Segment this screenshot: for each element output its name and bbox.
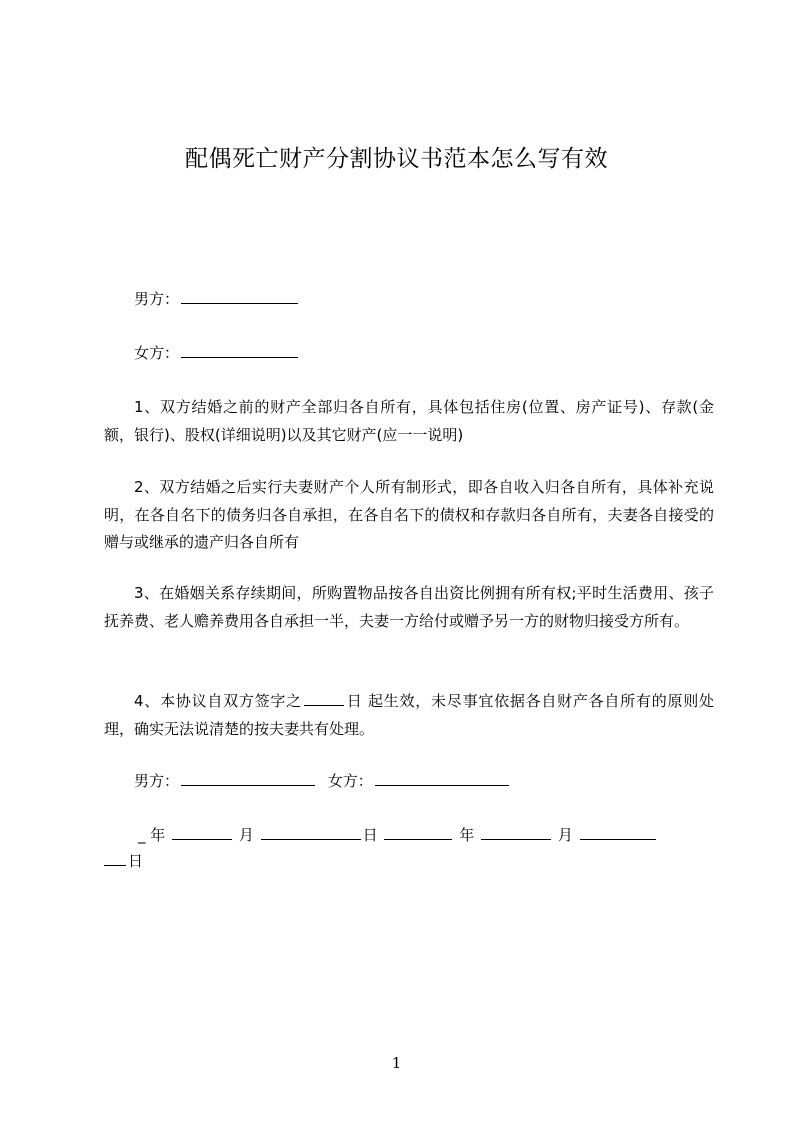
- date-day-label-2: 日: [128, 852, 144, 870]
- signature-male-label: 男方：: [134, 772, 180, 790]
- effective-day-blank[interactable]: [304, 689, 344, 706]
- date-line-1: [104, 822, 748, 849]
- date-year-label-1: 年: [150, 826, 166, 844]
- clause-2: 2、双方结婚之后实行夫妻财产个人所有制形式，即各自收入归各自所有，具体补充说明，在各自名下的债务归各自承担，在各自名下的债权和存款归各自所有，夫妻各自接受的赠与或继承的遗产归各自所有: [104, 478, 714, 551]
- female-party-label: 女方：: [134, 344, 180, 362]
- date-month-blank-2[interactable]: [481, 823, 551, 840]
- date-day-blank-2b[interactable]: [104, 849, 126, 866]
- date-year-label-2: 年: [459, 826, 475, 844]
- female-party-line: [104, 340, 744, 367]
- date-year-blank-2[interactable]: [384, 823, 452, 840]
- date-month-blank-1[interactable]: [261, 823, 361, 840]
- signature-female-label: 女方：: [327, 772, 373, 790]
- clause-4-part1: 4、本协议自双方签字之: [134, 692, 302, 710]
- date-day-label-1: 日: [362, 826, 378, 844]
- document-title: 配偶死亡财产分割协议书范本怎么写有效: [185, 146, 608, 172]
- date-month-label-2: 月: [557, 826, 573, 844]
- clause-4-part2: 日 起生效，未尽事宜依据各自财产各自所有的原则处理，确实无法说清楚的按夫妻共有处理。: [104, 692, 714, 738]
- date-line-2: [104, 848, 714, 875]
- signature-line: [104, 768, 744, 795]
- male-party-label: 男方：: [134, 290, 180, 308]
- clause-1: 1、双方结婚之前的财产全部归各自所有，具体包括住房(位置、房产证号)、存款(金额，银行)、股权(详细说明)以及其它财产(应一一说明): [104, 398, 714, 444]
- signature-male-blank[interactable]: [181, 769, 315, 786]
- date-year-blank-1[interactable]: [172, 823, 232, 840]
- date-prefix: _: [138, 826, 146, 844]
- page-number: 1: [391, 1054, 402, 1072]
- clause-4: [104, 688, 714, 743]
- female-party-blank[interactable]: [181, 341, 298, 358]
- date-month-label-1: 月: [238, 826, 254, 844]
- male-party-line: [104, 286, 744, 313]
- signature-female-blank[interactable]: [375, 769, 509, 786]
- date-day-blank-2a[interactable]: [580, 823, 656, 840]
- male-party-blank[interactable]: [181, 287, 298, 304]
- clause-3: 3、在婚姻关系存续期间，所购置物品按各自出资比例拥有所有权;平时生活费用、孩子抚养费、老人赡养费用各自承担一半，夫妻一方给付或赠予另一方的财物归接受方所有。: [104, 584, 714, 630]
